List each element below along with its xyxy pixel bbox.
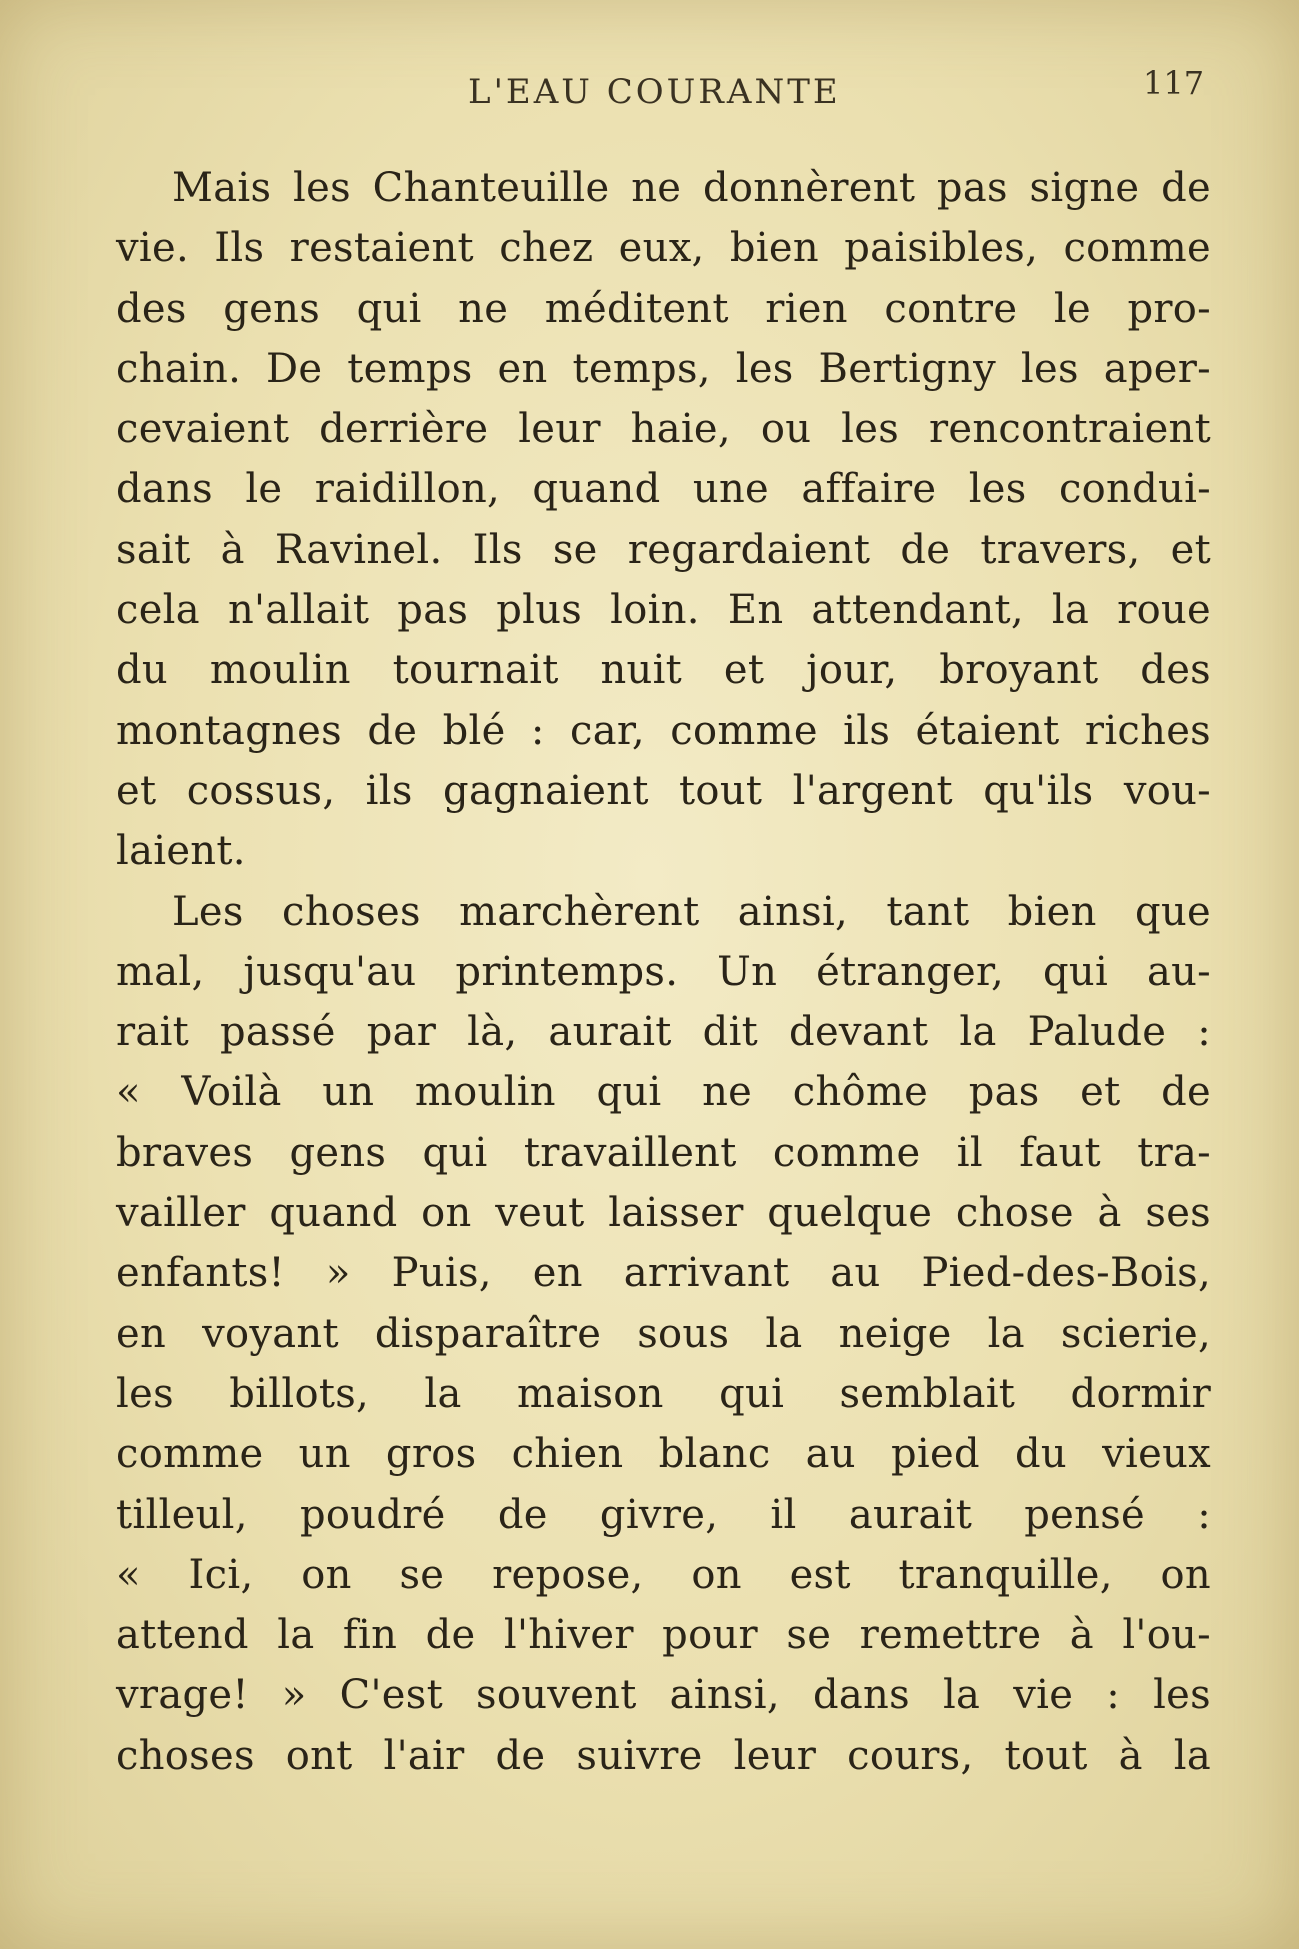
text-line: « Ici, on se repose, on est tranquille, on	[116, 1551, 1211, 1598]
text-line: vailler quand on veut laisser quelque chose à ses	[116, 1190, 1211, 1237]
text-line: attend la fin de l'hiver pour se remettre à l'ou-	[116, 1612, 1211, 1659]
text-line: des gens qui ne méditent rien contre le pro-	[116, 285, 1211, 332]
running-head	[0, 64, 1299, 122]
text-line: « Voilà un moulin qui ne chôme pas et de	[116, 1069, 1211, 1116]
text-line: Mais les Chanteuille ne donnèrent pas signe de	[172, 165, 1211, 211]
text-line: comme un gros chien blanc au pied du vieux	[116, 1431, 1211, 1478]
text-line: mal, jusqu'au printemps. Un étranger, qui au-	[116, 948, 1211, 995]
page-number: 117	[1143, 64, 1205, 102]
text-line: cela n'allait pas plus loin. En attendant, la roue	[116, 587, 1211, 634]
text-line: sait à Ravinel. Ils se regardaient de travers, et	[116, 526, 1211, 573]
text-line: vrage! » C'est souvent ainsi, dans la vie : les	[116, 1672, 1211, 1719]
text-line: laient.	[116, 828, 246, 875]
text-line: du moulin tournait nuit et jour, broyant des	[116, 647, 1211, 694]
text-line: dans le raidillon, quand une affaire les condui-	[116, 466, 1211, 513]
text-line: cevaient derrière leur haie, ou les rencontraient	[116, 406, 1211, 453]
body-text	[116, 158, 1211, 1786]
text-line: chain. De temps en temps, les Bertigny les aper-	[116, 345, 1211, 392]
text-line: enfants! » Puis, en arrivant au Pied-des-Bois,	[116, 1250, 1211, 1297]
text-line: rait passé par là, aurait dit devant la Palude :	[116, 1009, 1211, 1056]
text-line: Les choses marchèrent ainsi, tant bien que	[172, 888, 1211, 935]
text-line: braves gens qui travaillent comme il faut tra-	[116, 1129, 1211, 1176]
text-line: les billots, la maison qui semblait dormir	[116, 1370, 1211, 1417]
text-line: en voyant disparaître sous la neige la scierie,	[116, 1310, 1211, 1357]
text-line: vie. Ils restaient chez eux, bien paisibles, comme	[116, 225, 1211, 272]
text-line: et cossus, ils gagnaient tout l'argent qu'ils vou-	[116, 767, 1211, 814]
text-line: montagnes de blé : car, comme ils étaient riches	[116, 707, 1211, 754]
running-title: L'EAU COURANTE	[468, 72, 841, 112]
text-line: choses ont l'air de suivre leur cours, tout à la	[116, 1732, 1211, 1779]
text-line: tilleul, poudré de givre, il aurait pensé :	[116, 1491, 1211, 1538]
